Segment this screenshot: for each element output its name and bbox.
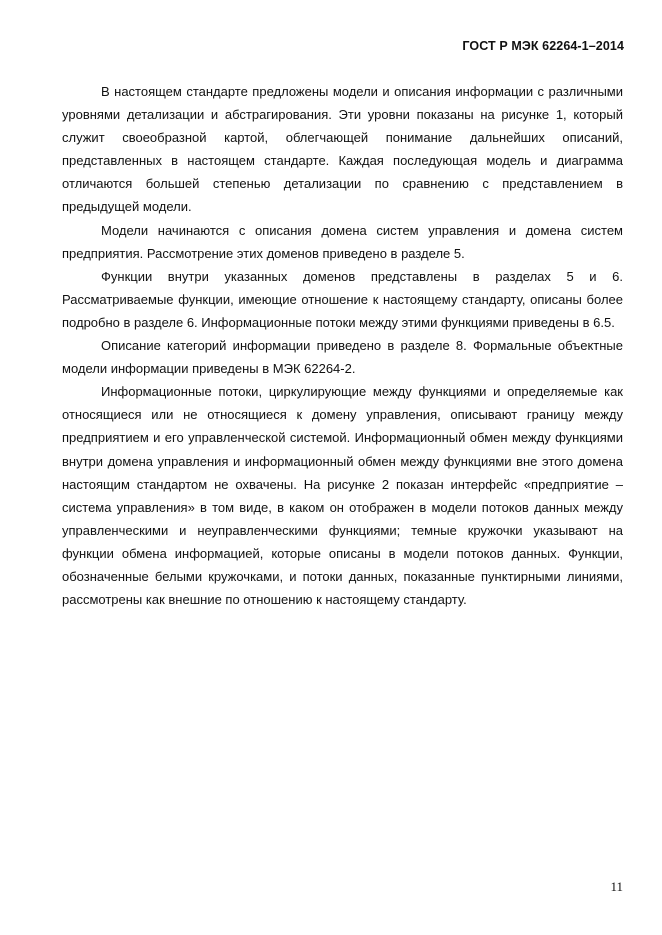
document-body [62,80,623,611]
paragraph: Информационные потоки, циркулирующие между функциями и определяемые как относящиеся или не относящиеся к домену управления, описывают границу между предприятием и его управленческой системой. Информационный обмен между функциями внутри домена управления и информационный обмен между функциями вне этого домена настоящим стандартом не охвачены. На рисунке 2 показан интерфейс «предприятие – система управления» в том виде, в каком он отображен в модели потоков данных между управленческими и неуправленческими функциями; темные кружочки указывают на функции обмена информацией, которые описаны в модели потоков данных. Функции, обозначенные белыми кружочками, и потоки данных, показанные пунктирными линиями, рассмотрены как внешние по отношению к настоящему стандарту. [62,384,623,608]
paragraph: Функции внутри указанных доменов представлены в разделах 5 и 6. Рассматриваемые функции, имеющие отношение к настоящему стандарту, описаны более подробно в разделе 6. Информационные потоки между этими функциями приведены в 6.5. [62,268,623,330]
paragraph: Модели начинаются с описания домена систем управления и домена систем предприятия. Рассмотрение этих доменов приведено в разделе 5. [62,222,623,261]
paragraph: Описание категорий информации приведено в разделе 8. Формальные объектные модели информации приведены в МЭК 62264-2. [62,338,623,377]
paragraph: В настоящем стандарте предложены модели и описания информации с различными уровнями детализации и абстрагирования. Эти уровни показаны на рисунке 1, который служит своеобразной картой, облегчающей понимание дальнейших описаний, представленных в настоящем стандарте. Каждая последующая модель и диаграмма отличаются большей степенью детализации по сравнению с представлением в предыдущей модели. [62,84,623,215]
document-header: ГОСТ Р МЭК 62264-1–2014 [462,39,624,53]
page-number: 11 [610,879,623,894]
